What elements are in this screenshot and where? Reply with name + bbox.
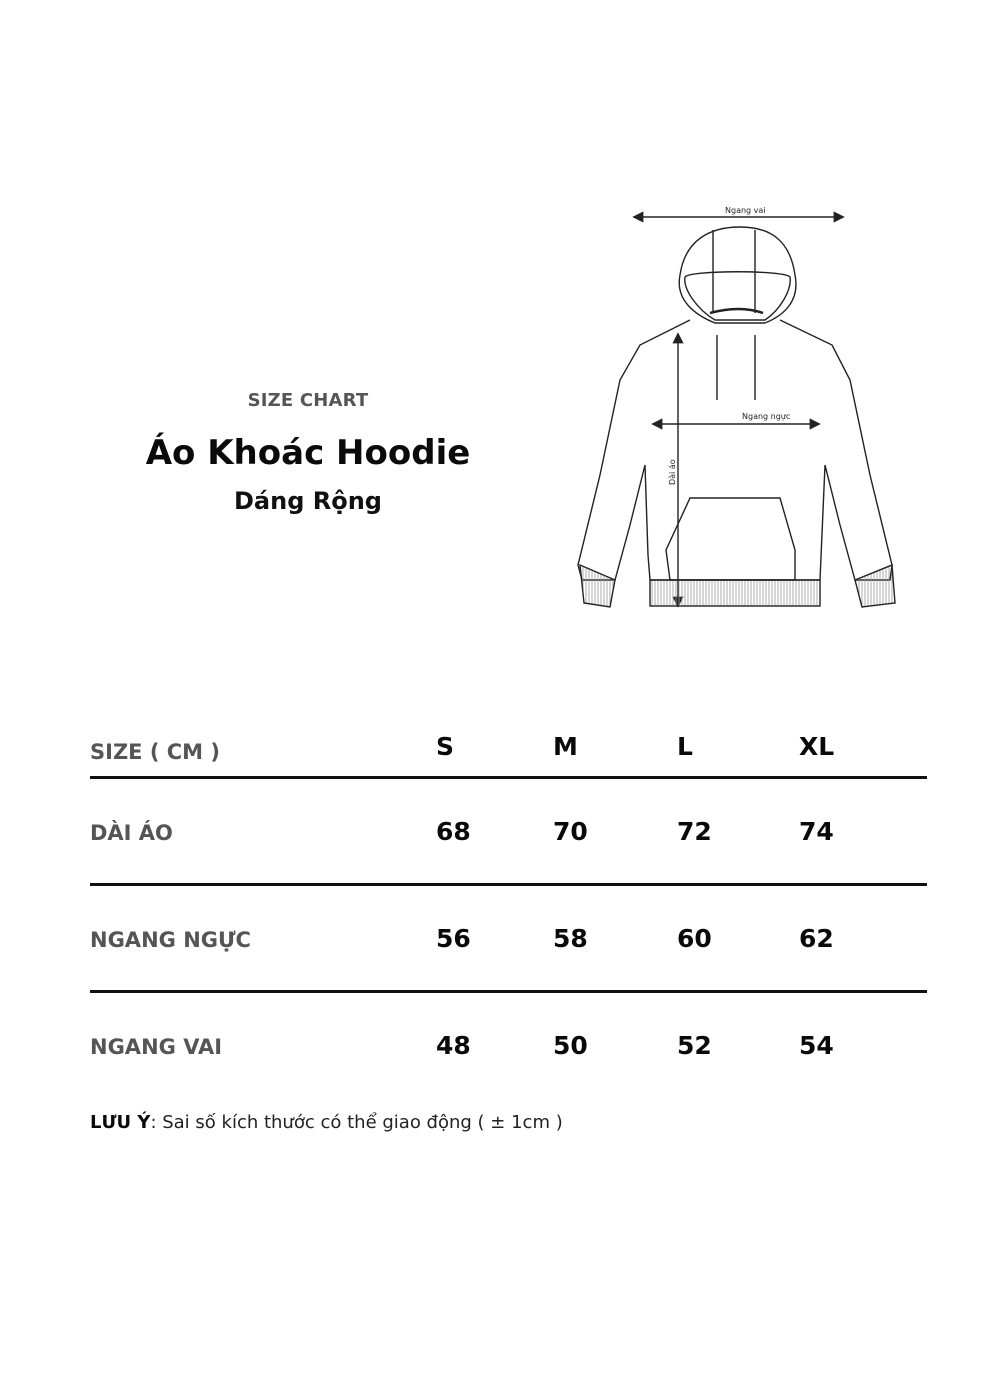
note-text: : Sai số kích thước có thể giao động ( ± 1cm ): [150, 1112, 563, 1133]
title-block: [108, 390, 508, 515]
cell-value: 48: [436, 1031, 471, 1060]
cell-value: 54: [799, 1031, 834, 1060]
svg-text:Ngang ngực: Ngang ngực: [742, 412, 791, 421]
note-prefix: LƯU Ý: [90, 1112, 151, 1133]
cell-value: 58: [553, 924, 588, 953]
hoodie-drawing-icon: [570, 195, 910, 630]
product-fit: Dáng Rộng: [234, 487, 382, 515]
cell-value: 72: [677, 817, 712, 846]
header-label: SIZE ( CM ): [90, 740, 220, 764]
cell-value: 56: [436, 924, 471, 953]
svg-text:Dài áo: Dài áo: [668, 459, 677, 485]
row-label: DÀI ÁO: [90, 821, 173, 845]
size-chart-eyebrow: SIZE CHART: [247, 390, 369, 411]
cell-value: 68: [436, 817, 471, 846]
product-title: Áo Khoác Hoodie: [145, 433, 471, 473]
table-row: [90, 779, 927, 886]
table-row: [90, 993, 927, 1097]
cell-value: 60: [677, 924, 712, 953]
size-l: L: [677, 732, 693, 761]
size-xl: XL: [799, 732, 835, 761]
hoodie-diagram: [570, 195, 910, 630]
size-m: M: [553, 732, 578, 761]
row-label: NGANG NGỰC: [90, 928, 251, 952]
table-row: [90, 886, 927, 993]
cell-value: 74: [799, 817, 834, 846]
tolerance-note: [90, 1112, 563, 1133]
cell-value: 52: [677, 1031, 712, 1060]
cell-value: 70: [553, 817, 588, 846]
table-header-row: [90, 720, 927, 779]
cell-value: 62: [799, 924, 834, 953]
svg-text:Ngang vai: Ngang vai: [725, 206, 766, 215]
size-s: S: [436, 732, 455, 761]
cell-value: 50: [553, 1031, 588, 1060]
row-label: NGANG VAI: [90, 1035, 223, 1059]
size-table: [90, 720, 927, 1097]
